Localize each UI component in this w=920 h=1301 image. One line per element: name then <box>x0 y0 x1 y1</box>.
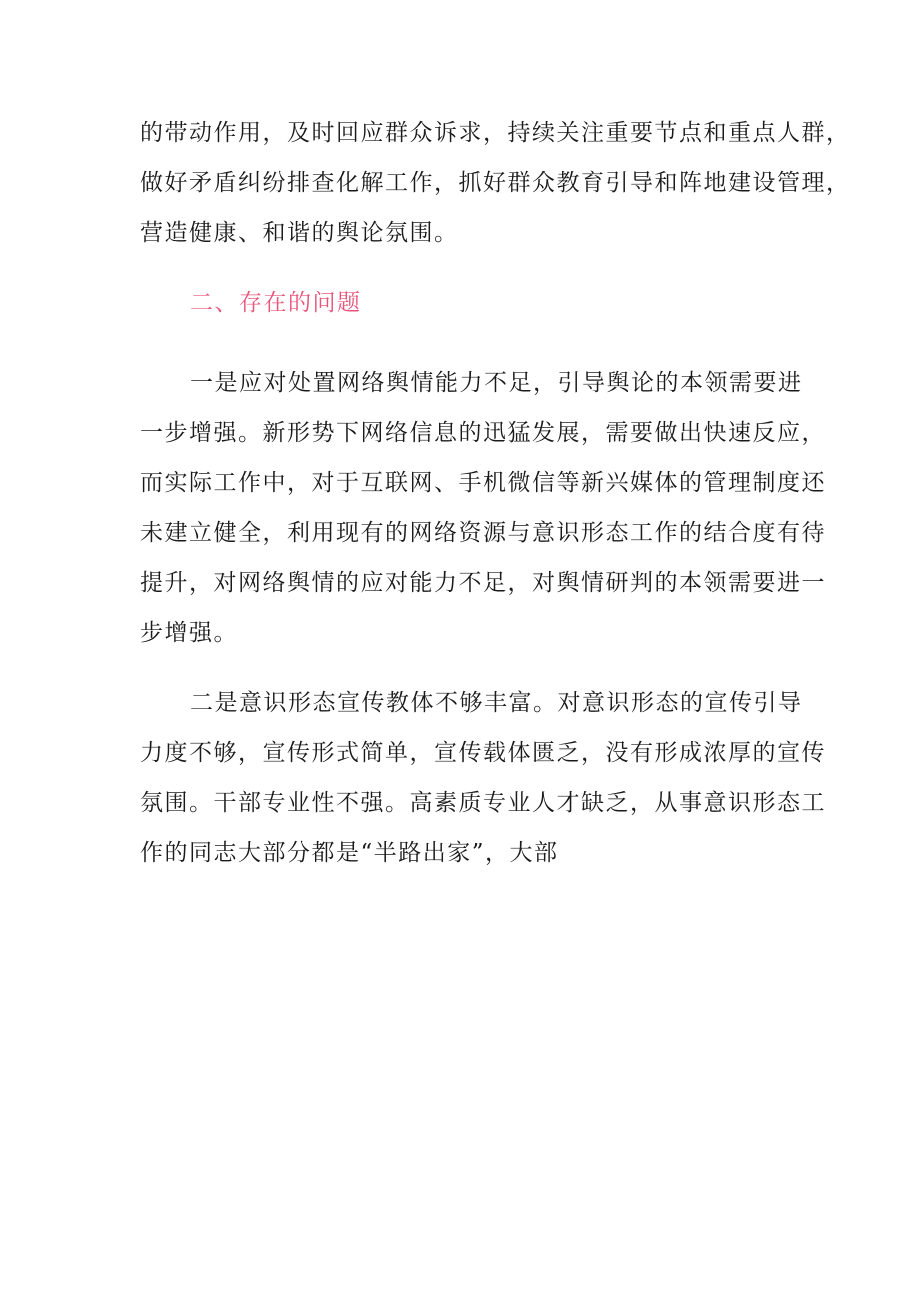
paragraph-line: 提升，对网络舆情的应对能力不足，对舆情研判的本领需要进一 <box>140 570 826 596</box>
paragraph-line: 而实际工作中，对于互联网、手机微信等新兴媒体的管理制度还 <box>140 470 826 496</box>
paragraph-line: 未建立健全，利用现有的网络资源与意识形态工作的结合度有待 <box>140 520 826 546</box>
paragraph-line: 氛围。干部专业性不强。高素质专业人才缺乏，从事意识形态工 <box>140 790 826 816</box>
paragraph-line: 做好矛盾纠纷排查化解工作，抓好群众教育引导和阵地建设管理， <box>140 170 851 196</box>
paragraph-line: 力度不够，宣传形式简单，宣传载体匮乏，没有形成浓厚的宣传 <box>140 740 826 766</box>
paragraph-line: 作的同志大部分都是“半路出家”，大部 <box>140 840 559 866</box>
paragraph-line: 营造健康、和谐的舆论氛围。 <box>140 220 459 246</box>
paragraph-line: 的带动作用，及时回应群众诉求，持续关注重要节点和重点人群， <box>140 120 851 146</box>
section-heading: 二、存在的问题 <box>190 290 362 316</box>
paragraph-line: 一是应对处置网络舆情能力不足，引导舆论的本领需要进 <box>190 370 803 396</box>
paragraph-line: 二是意识形态宣传教体不够丰富。对意识形态的宣传引导 <box>190 690 803 716</box>
paragraph-line: 一步增强。新形势下网络信息的迅猛发展，需要做出快速反应， <box>140 420 826 446</box>
paragraph-line: 步增强。 <box>140 620 238 646</box>
